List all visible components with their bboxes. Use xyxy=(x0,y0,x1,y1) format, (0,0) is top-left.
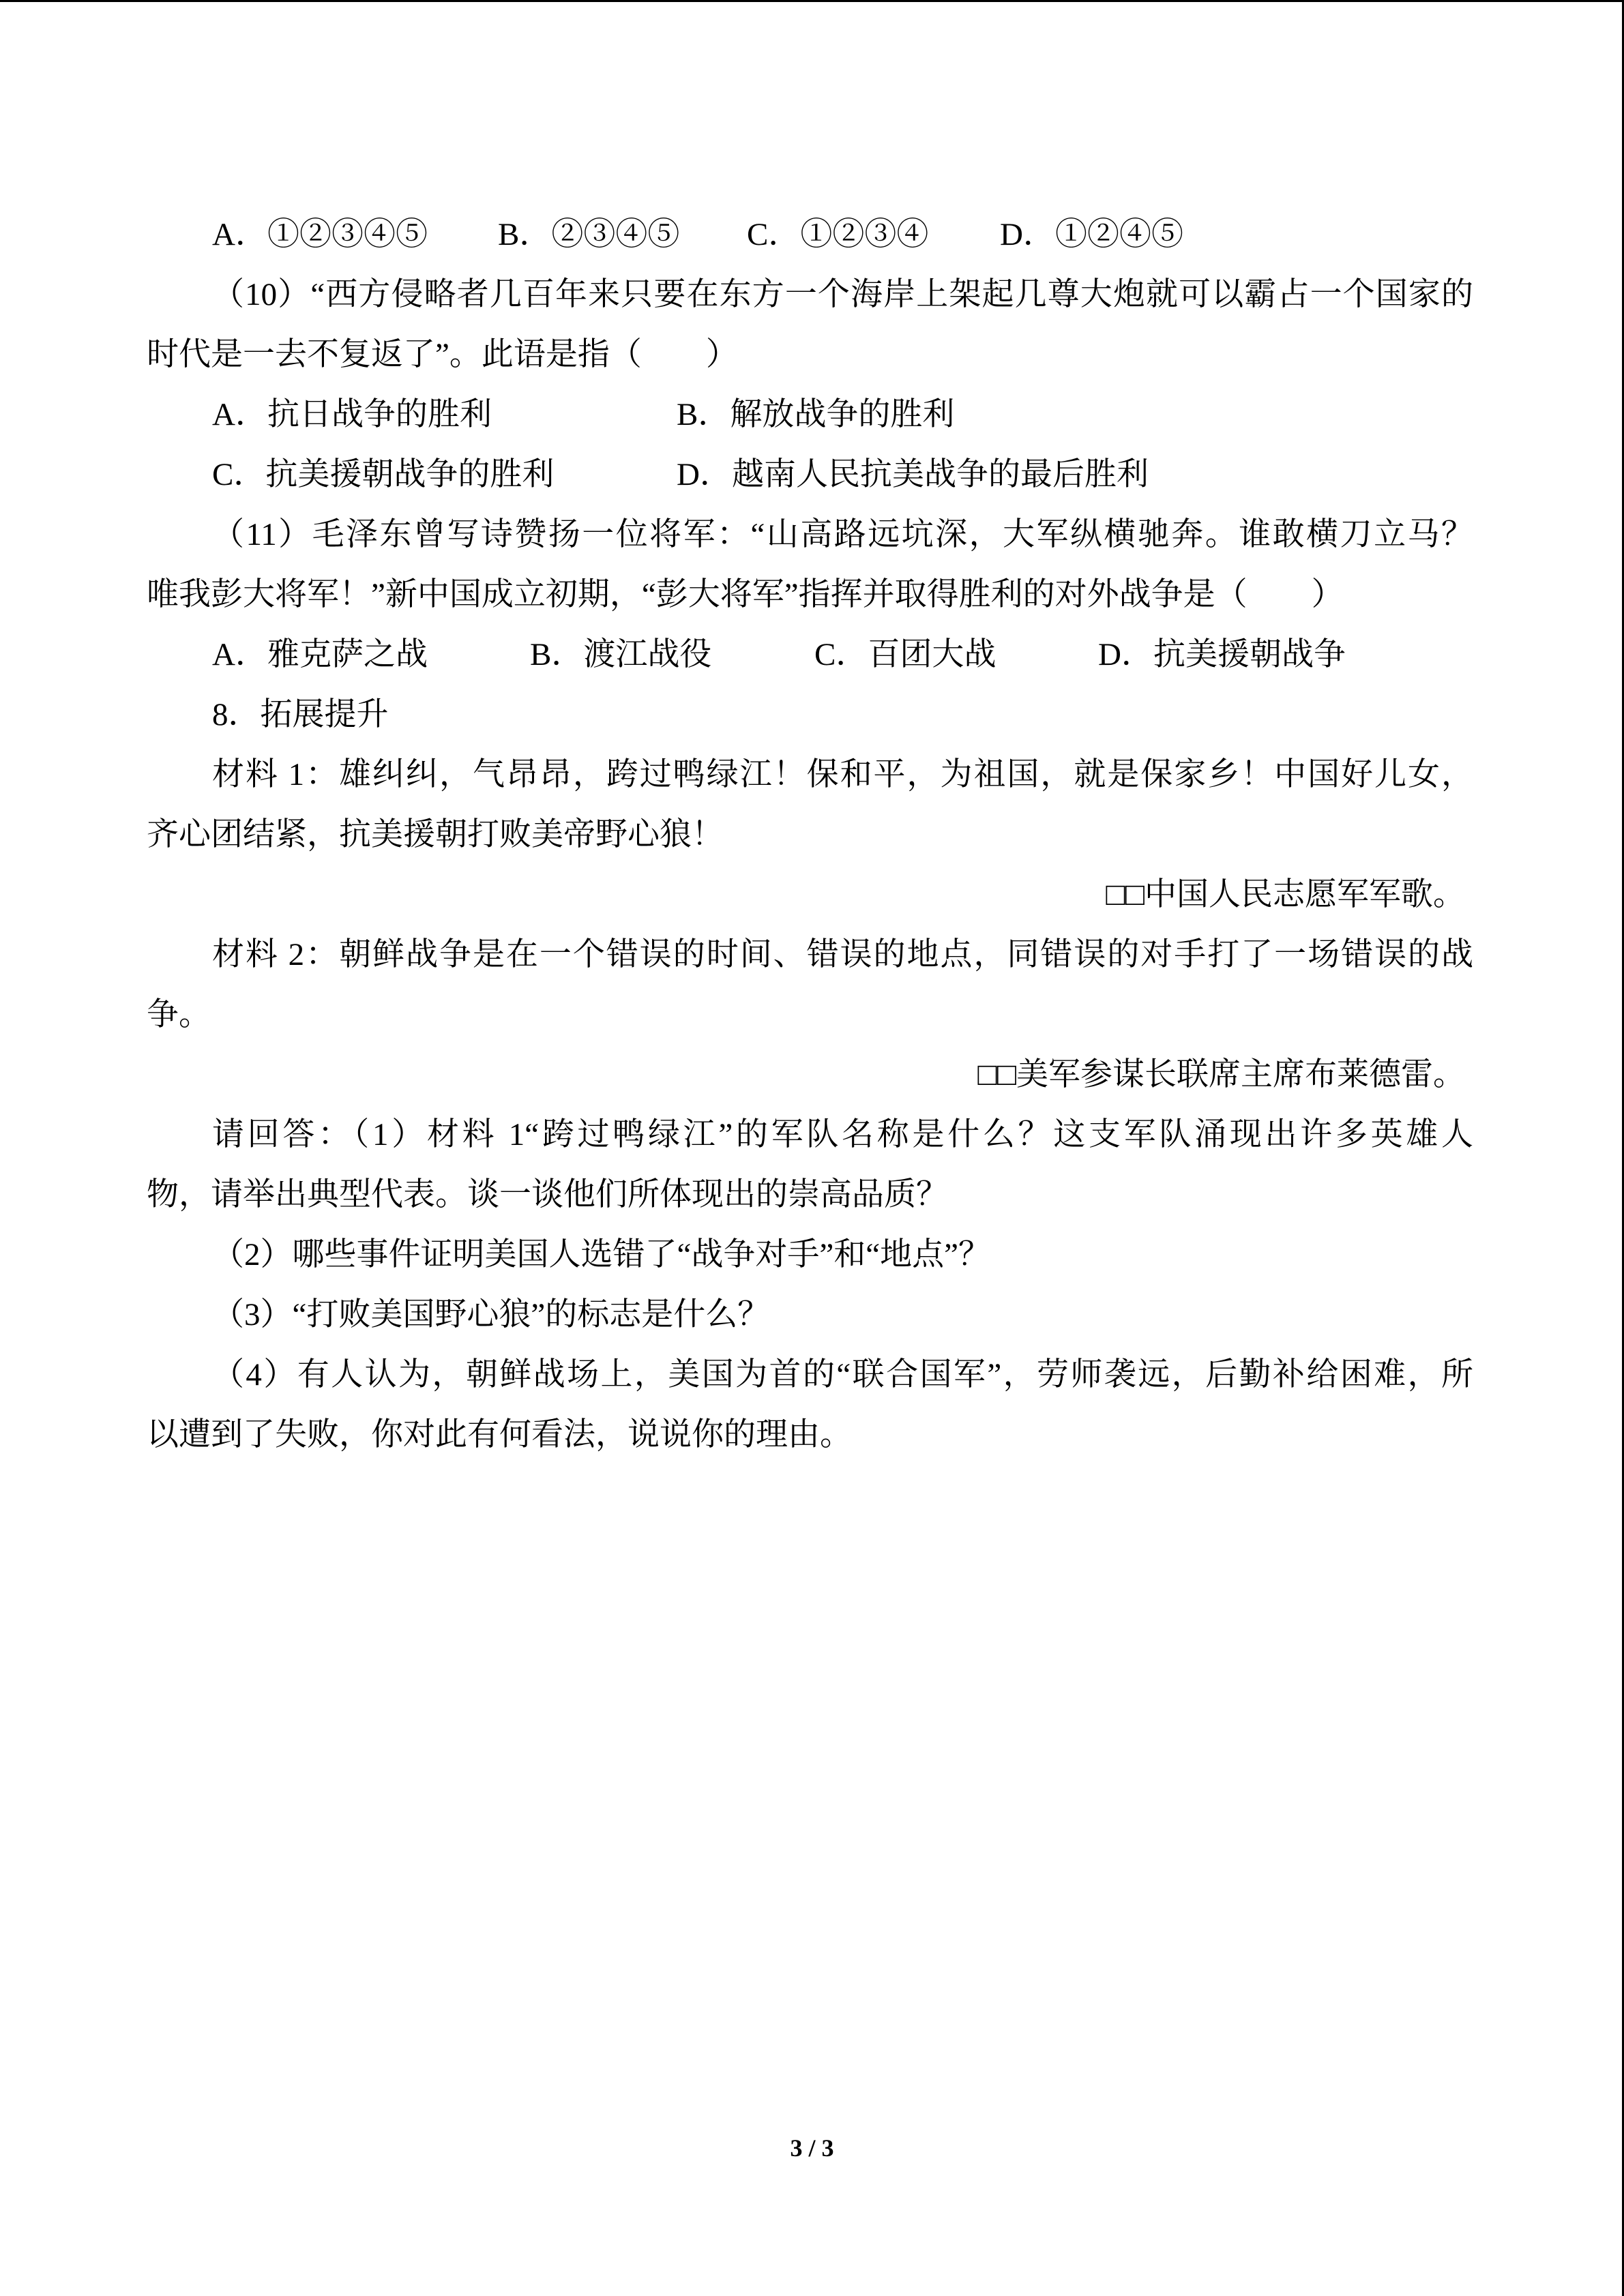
q10-option-a: A．抗日战争的胜利 xyxy=(212,397,492,432)
q10-options-row-2 xyxy=(147,445,1473,505)
question-1-line-2: 物，请举出典型代表。谈一谈他们所体现出的崇高品质？ xyxy=(147,1177,948,1212)
q9-option-d: D．①②④⑤ xyxy=(1000,217,1183,252)
q10-option-b: B．解放战争的胜利 xyxy=(677,397,955,432)
material-1-source: □□中国人民志愿军军歌。 xyxy=(1106,877,1465,912)
question-3-line-1: （3）“打败美国野心狼”的标志是什么？ xyxy=(212,1297,770,1332)
material-1-line-1: 材料 1：雄纠纠，气昂昂，跨过鸭绿江！保和平，为祖国，就是保家乡！中国好儿女， xyxy=(212,757,1473,792)
q9-options-row xyxy=(147,205,1473,265)
worksheet-body xyxy=(147,205,1473,1465)
material-2-source: □□美军参谋长联席主席布莱德雷。 xyxy=(977,1057,1465,1092)
q10-option-d: D．越南人民抗美战争的最后胜利 xyxy=(677,457,1149,492)
q11-option-c: C．百团大战 xyxy=(814,637,996,672)
q9-option-b: B．②③④⑤ xyxy=(498,217,680,252)
question-4-line-1: （4）有人认为，朝鲜战场上，美国为首的“联合国军”，劳师袭远，后勤补给困难，所 xyxy=(212,1357,1473,1392)
material-2-line-1: 材料 2：朝鲜战争是在一个错误的时间、错误的地点，同错误的对手打了一场错误的战 xyxy=(212,937,1473,972)
question-4-line-2: 以遭到了失败，你对此有何看法，说说你的理由。 xyxy=(147,1417,852,1452)
q10-stem-line-2: 时代是一去不复返了”。此语是指（ ） xyxy=(147,337,738,372)
question-1-line-1: 请回答：（1）材料 1“跨过鸭绿江”的军队名称是什么？这支军队涌现出许多英雄人 xyxy=(212,1117,1473,1152)
question-2-line-1: （2）哪些事件证明美国人选错了“战争对手”和“地点”？ xyxy=(212,1237,990,1272)
section-8-heading: 8．拓展提升 xyxy=(212,697,389,732)
q9-option-a: A．①②③④⑤ xyxy=(212,217,428,252)
q11-option-b: B．渡江战役 xyxy=(530,637,712,672)
q11-option-a: A．雅克萨之战 xyxy=(212,637,428,672)
q10-option-c: C．抗美援朝战争的胜利 xyxy=(212,457,555,492)
material-2-line-2: 争。 xyxy=(147,997,211,1032)
material-1-line-2: 齐心团结紧，抗美援朝打败美帝野心狼！ xyxy=(147,817,724,852)
q11-stem-line-1: （11）毛泽东曾写诗赞扬一位将军：“山高路远坑深，大军纵横驰奔。谁敢横刀立马？ xyxy=(212,517,1473,552)
page-number: 3 / 3 xyxy=(790,2134,834,2162)
q10-stem-line-1: （10）“西方侵略者几百年来只要在东方一个海岸上架起几尊大炮就可以霸占一个国家的 xyxy=(212,277,1473,312)
q11-options-row xyxy=(147,625,1473,685)
q9-option-c: C．①②③④ xyxy=(747,217,929,252)
q10-options-row-1 xyxy=(147,385,1473,445)
q11-stem-line-2: 唯我彭大将军！”新中国成立初期，“彭大将军”指挥并取得胜利的对外战争是（ ） xyxy=(147,577,1344,612)
q11-option-d: D．抗美援朝战争 xyxy=(1098,637,1346,672)
